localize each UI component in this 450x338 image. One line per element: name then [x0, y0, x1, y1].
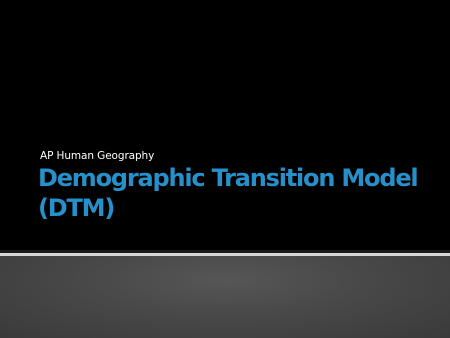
slide-footer-panel — [0, 256, 450, 338]
slide-subtitle: AP Human Geography — [40, 150, 155, 162]
slide-title: Demographic Transition Model (DTM) — [38, 164, 418, 222]
